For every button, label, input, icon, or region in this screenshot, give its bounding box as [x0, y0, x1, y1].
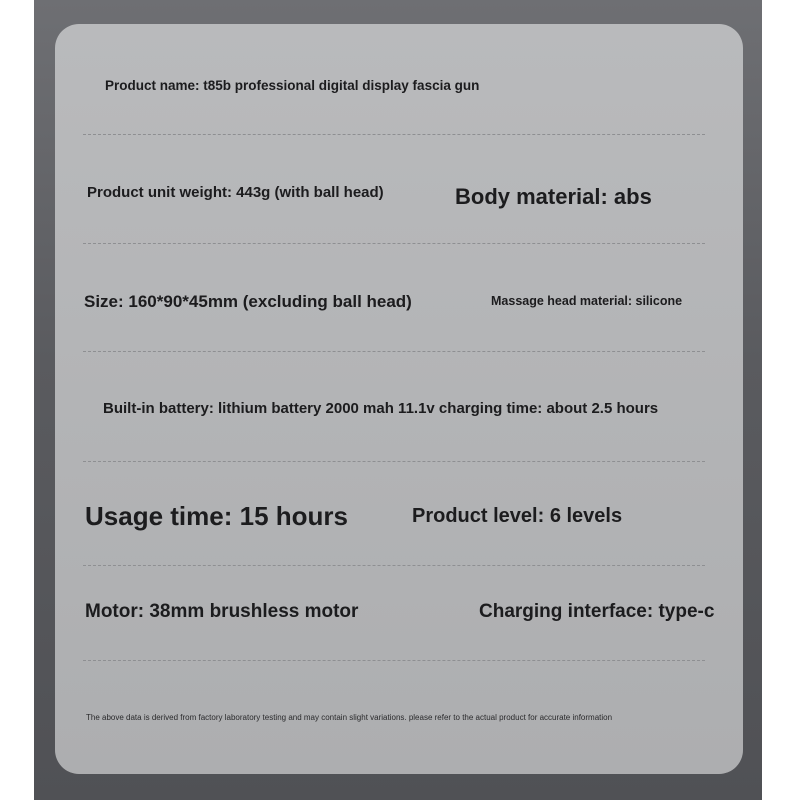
divider: [83, 660, 705, 661]
footnote: The above data is derived from factory laboratory testing and may contain slight variations. please refer to the actual product for accurate information: [86, 713, 613, 722]
divider: [83, 461, 705, 462]
body-material: Body material: abs: [455, 184, 652, 209]
size: Size: 160*90*45mm (excluding ball head): [84, 292, 412, 311]
usage-time: Usage time: 15 hours: [85, 501, 348, 531]
divider: [83, 134, 705, 135]
product-level: Product level: 6 levels: [412, 505, 623, 527]
battery-info: Built-in battery: lithium battery 2000 mah 11.1v charging time: about 2.5 hours: [103, 400, 659, 417]
spec-card: [55, 24, 743, 774]
divider: [83, 351, 705, 352]
unit-weight: Product unit weight: 443g (with ball head): [87, 184, 384, 201]
product-name: Product name: t85b professional digital display fascia gun: [105, 78, 480, 93]
divider: [83, 565, 705, 566]
motor: Motor: 38mm brushless motor: [85, 601, 359, 622]
divider: [83, 243, 705, 244]
charging-interface: Charging interface: type-c: [479, 601, 715, 622]
massage-head-material: Massage head material: silicone: [491, 294, 683, 308]
